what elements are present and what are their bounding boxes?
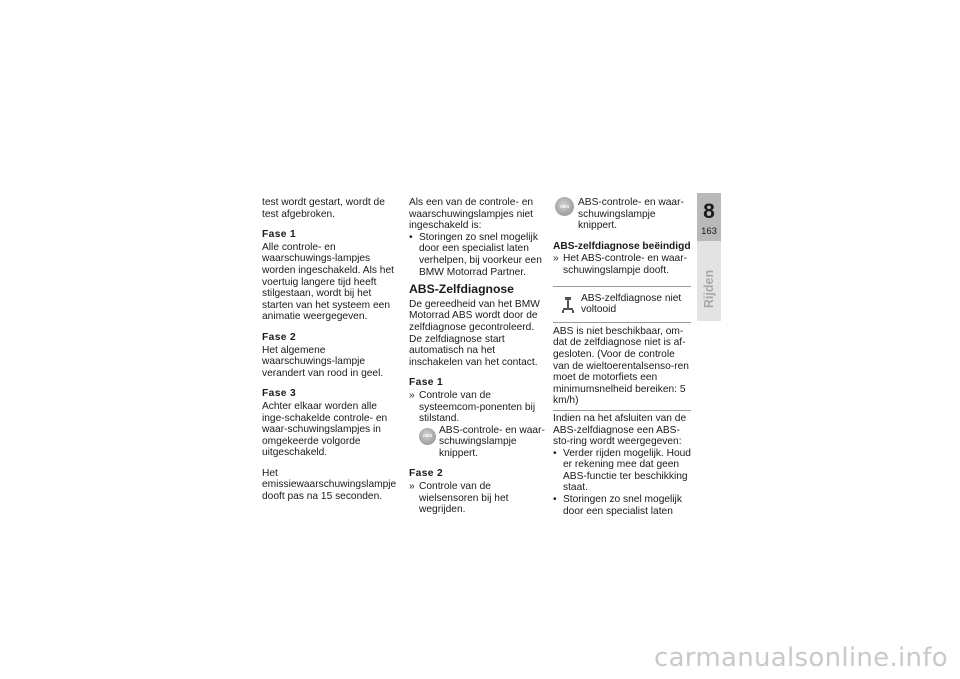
setting-icon [561, 296, 575, 314]
bullet-marker: • [409, 231, 413, 243]
col1-fase3-title: Fase 3 [262, 388, 297, 400]
col2-bullet-1-text: Storingen zo snel mogelijk door een specialist laten verhelpen, bij voorkeur een BMW Motorrad Partner. [419, 231, 542, 278]
step-marker: » [409, 389, 415, 401]
abs-warning-lamp-icon [555, 197, 574, 216]
col2-lamp-row [419, 425, 545, 460]
column-2 [409, 197, 545, 516]
col3-bullet-1 [553, 448, 691, 494]
column-3 [553, 197, 691, 517]
page-number: 163 [701, 226, 717, 237]
note-header [553, 287, 691, 323]
col1-fase2-text: Het algemene waarschuwings-lampje verandert van rood in geel. [262, 344, 384, 379]
col3-end-step [553, 253, 691, 276]
col1-fase1-text: Alle controle- en waarschuwings-lampjes worden ingeschakeld. Als het voertuig langere tijd heeft stilgestaan, wordt bij het starten van het systeem een animatie weergegeven. [262, 241, 394, 323]
col2-fase2-title: Fase 2 [409, 468, 444, 480]
col1-fase1-title: Fase 1 [262, 229, 297, 241]
note-box [553, 286, 691, 411]
bullet-marker: • [553, 447, 557, 459]
column-1 [262, 197, 398, 512]
col2-section-title: ABS-Zelfdiagnose [409, 282, 514, 297]
chapter-tab [697, 193, 721, 321]
col2-intro: Als een van de controle- en waarschuwingslampjes niet ingeschakeld is: [409, 197, 534, 232]
abs-warning-lamp-icon [419, 428, 436, 445]
col2-fase2-step-text: Controle van de wielsensoren bij het wegrijden. [419, 481, 509, 516]
col2-fase2-step [409, 481, 545, 516]
col2-fase1-step-text: Controle van de systeemcom-ponenten bij stilstand. [419, 389, 536, 425]
col3-after-text: Indien na het afsluiten van de ABS-zelfdiagnose een ABS-sto-ring wordt weergegeven: [553, 412, 687, 448]
step-marker: » [409, 481, 415, 493]
chapter-number: 8 [703, 200, 715, 223]
col1-fase2-title: Fase 2 [262, 331, 297, 343]
col3-bullet-2-text: Storingen zo snel mogelijk door een specialist laten [563, 494, 682, 517]
abs-lamp-label: ABS [559, 203, 570, 209]
col1-emission-text: Het emissiewaarschuwingslampje dooft pas na 15 seconden. [262, 467, 397, 503]
note-body: ABS is niet beschikbaar, om-dat de zelfdiagnose niet is af-gesloten. (Voor de controle van de wieltoerentalsenso-ren moet de motorfiets een minimumsnelheid bereiken: 5 km/h) [553, 325, 689, 407]
col3-bullet-1-text: Verder rijden mogelijk. Houd er rekening mee dat geen ABS-functie ter beschikking staat. [563, 447, 691, 494]
col2-lamp-text: ABS-controle- en waar-schuwingslampje knippert. [439, 424, 545, 459]
col1-intro: test wordt gestart, wordt de test afgebroken. [262, 197, 385, 220]
step-marker: » [553, 253, 559, 265]
col3-bullet-2 [553, 494, 691, 517]
watermark: carmanualsonline.info [653, 643, 948, 673]
col2-fase1-step [409, 390, 545, 425]
col2-section-text: De gereedheid van het BMW Motorrad ABS wordt door de zelfdiagnose gecontroleerd. De zelfdiagnose start automatisch na het inschakelen van het contact. [409, 298, 540, 368]
chapter-title: Rijden [702, 269, 716, 309]
col3-end-step-text: Het ABS-controle- en waar-schuwingslampje dooft. [563, 253, 688, 276]
bullet-marker: • [553, 494, 557, 506]
col2-fase1-title: Fase 1 [409, 377, 444, 389]
note-title: ABS-zelfdiagnose niet voltooid [581, 292, 682, 316]
col3-lamp-text: ABS-controle- en waar-schuwingslampje knippert. [578, 197, 684, 232]
col1-fase3-text: Achter elkaar worden alle inge-schakelde controle- en waar-schuwingslampjes in omgekeerde volgorde uitgeschakeld. [262, 400, 388, 459]
col3-lamp-row [555, 197, 691, 232]
col2-bullet-1 [409, 232, 545, 278]
col3-end-title: ABS-zelfdiagnose beëindigd [553, 240, 691, 252]
abs-lamp-label: ABS [422, 433, 433, 439]
